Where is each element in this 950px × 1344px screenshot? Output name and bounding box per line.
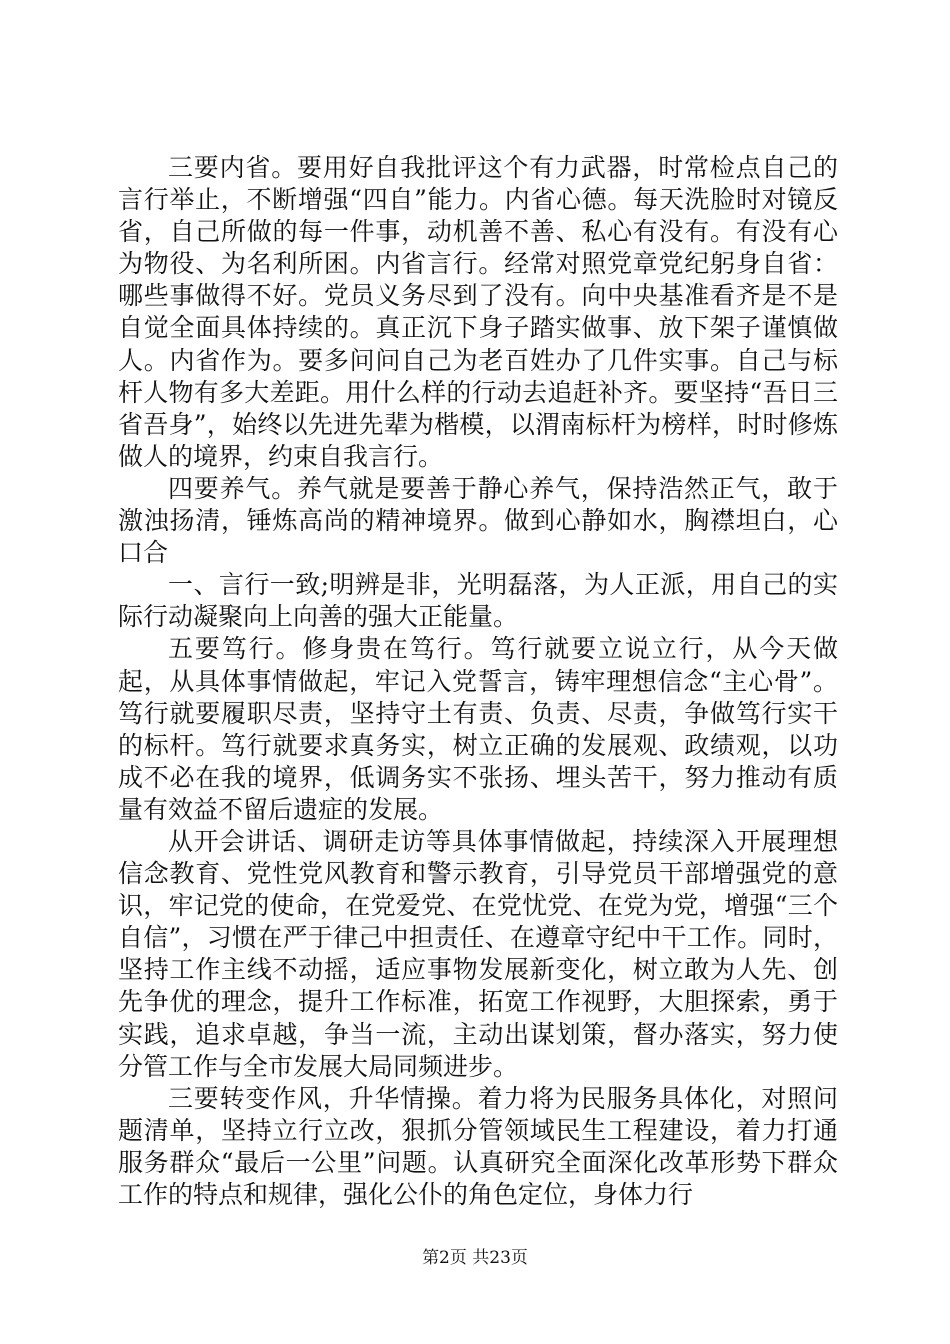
page-footer: 第2页 共23页: [422, 1248, 528, 1268]
document-body: [118, 152, 838, 1211]
paragraph-inner-reflection: 三要内省。要用好自我批评这个有力武器，时常检点自己的言行举止，不断增强“四自”能力。内省心德。每天洗脸时对镜反省，自己所做的每一件事，动机善不善、私心有没有。有没有心为物役、为名利所困。内省言行。经常对照党章党纪躬身自省：哪些事做得不好。党员义务尽到了没有。向中央基准看齐是不是自觉全面具体持续的。真正沉下身子踏实做事、放下架子谨慎做人。内省作为。要多问问自己为老百姓办了几件实事。自己与标杆人物有多大差距。用什么样的行动去追赶补齐。要坚持“吾日三省吾身”，始终以先进先辈为楷模，以渭南标杆为榜样，时时修炼做人的境界，约束自我言行。: [118, 153, 838, 471]
paragraph-education: 从开会讲话、调研走访等具体事情做起，持续深入开展理想信念教育、党性党风教育和警示教育，引导党员干部增强党的意识，牢记党的使命，在党爱党、在党忧党、在党为党，增强“三个自信”，习惯在严于律己中担责任、在遵章守纪中干工作。同时，坚持工作主线不动摇，适应事物发展新变化，树立敢为人先、创先争优的理念，提升工作标准，拓宽工作视野，大胆探索，勇于实践，追求卓越，争当一流，主动出谋划策，督办落实，努力使分管工作与全市发展大局同频进步。: [118, 826, 838, 1081]
paragraph-consistency: 一、言行一致;明辨是非，光明磊落，为人正派，用自己的实际行动凝聚向上向善的强大正能量。: [118, 570, 838, 632]
paragraph-earnest-practice: 五要笃行。修身贵在笃行。笃行就要立说立行，从今天做起，从具体事情做起，牢记入党誓言，铸牢理想信念“主心骨”。笃行就要履职尽责，坚持守土有责、负责、尽责，争做笃行实干的标杆。笃行就要求真务实，树立正确的发展观、政绩观，以功成不必在我的境界，低调务实不张扬、埋头苦干，努力推动有质量有效益不留后遗症的发展。: [118, 634, 838, 824]
paragraph-work-style: 三要转变作风，升华情操。着力将为民服务具体化，对照问题清单，坚持立行立改，狠抓分管领域民生工程建设，着力打通服务群众“最后一公里”问题。认真研究全面深化改革形势下群众工作的特点和规律，强化公仆的角色定位，身体力行: [118, 1083, 838, 1209]
paragraph-cultivate-spirit: 四要养气。养气就是要善于静心养气，保持浩然正气，敢于激浊扬清，锤炼高尚的精神境界。做到心静如水，胸襟坦白，心口合: [118, 473, 838, 568]
